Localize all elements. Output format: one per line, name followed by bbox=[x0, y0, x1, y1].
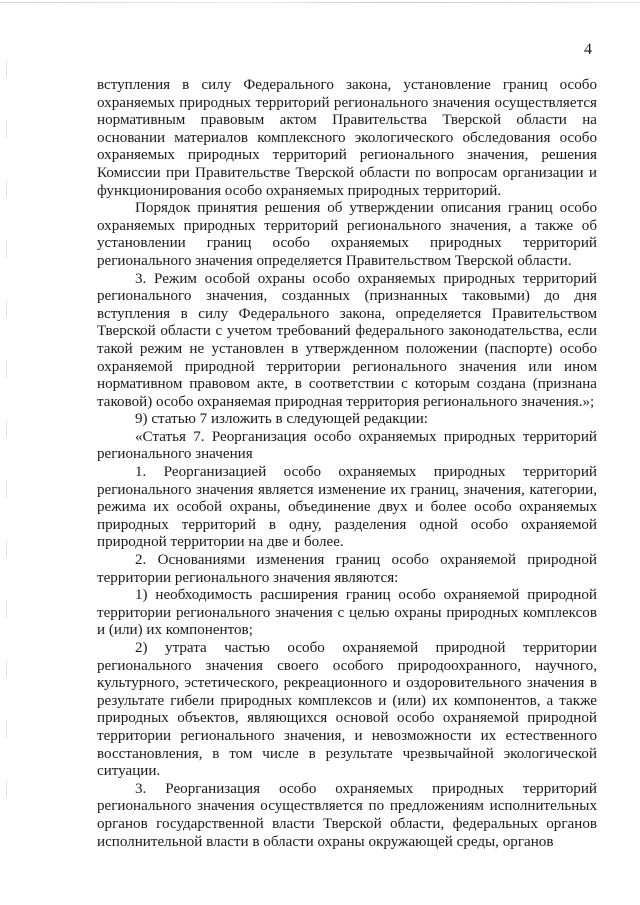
document-body bbox=[97, 77, 597, 851]
paragraph: 3. Режим особой охраны особо охраняемых природных территорий регионального значения, созданных (признанных таковыми) до дня вступления в силу Федерального закона, определяется Правительством Тверской области с учетом требований федерального законодательства, если такой режим не установлен в утвержденном положении (паспорте) особо охраняемой природной территории регионального значения или ином нормативном правовом акте, в соответствии с которым создана (признана таковой) особо охраняемая природная территория регионального значения.»; bbox=[97, 270, 597, 410]
list-item: 2) утрата частью особо охраняемой природной территории регионального значения своего особого природоохранного, научного, культурного, эстетического, рекреационного и оздоровительного значения в результате гибели природных комплексов и (или) их компонентов, а также природных объектов, являющихся основой особо охраняемой природной территории регионального значения, и невозможности их естественного восстановления, в том числе в результате чрезвычайной экологической ситуации. bbox=[97, 640, 597, 780]
list-item: 1) необходимость расширения границ особо охраняемой природной территории регионального значения с целью охраны природных комплексов и (или) их компонентов; bbox=[97, 587, 597, 639]
page-number: 4 bbox=[584, 41, 592, 58]
paragraph: 1. Реорганизацией особо охраняемых природных территорий регионального значения является изменение их границ, значения, категории, режима их особой охраны, объединение двух и более особо охраняемых природных территорий в одну, разделения одной особо охраняемой природной территории на две и более. bbox=[97, 464, 597, 551]
paragraph: вступления в силу Федерального закона, установление границ особо охраняемых природных территорий регионального значения осуществляется нормативным правовым актом Правительства Тверской области на основании материалов комплексного экологического обследования особо охраняемых природных территорий регионального значения, решения Комиссии при Правительстве Тверской области по вопросам организации и функционирования особо охраняемых природных территорий. bbox=[97, 77, 597, 199]
article-heading: «Статья 7. Реорганизация особо охраняемых природных территорий регионального значения bbox=[97, 428, 597, 463]
paragraph: Порядок принятия решения об утверждении описания границ особо охраняемых природных территорий регионального значения, а также об установлении границ особо охраняемых природных территорий регионального значения определяется Правительством Тверской области. bbox=[97, 200, 597, 269]
paragraph: 2. Основаниями изменения границ особо охраняемой природной территории регионального значения являются: bbox=[97, 552, 597, 586]
scan-edge-top bbox=[0, 2, 640, 3]
scan-edge-left bbox=[6, 60, 7, 840]
paragraph: 3. Реорганизация особо охраняемых природных территорий регионального значения осуществляется по предложениям исполнительных органов государственной власти Тверской области, федеральных органов исполнительной власти в области охраны окружающей среды, органов bbox=[97, 780, 597, 850]
paragraph: 9) статью 7 изложить в следующей редакции: bbox=[135, 411, 428, 428]
